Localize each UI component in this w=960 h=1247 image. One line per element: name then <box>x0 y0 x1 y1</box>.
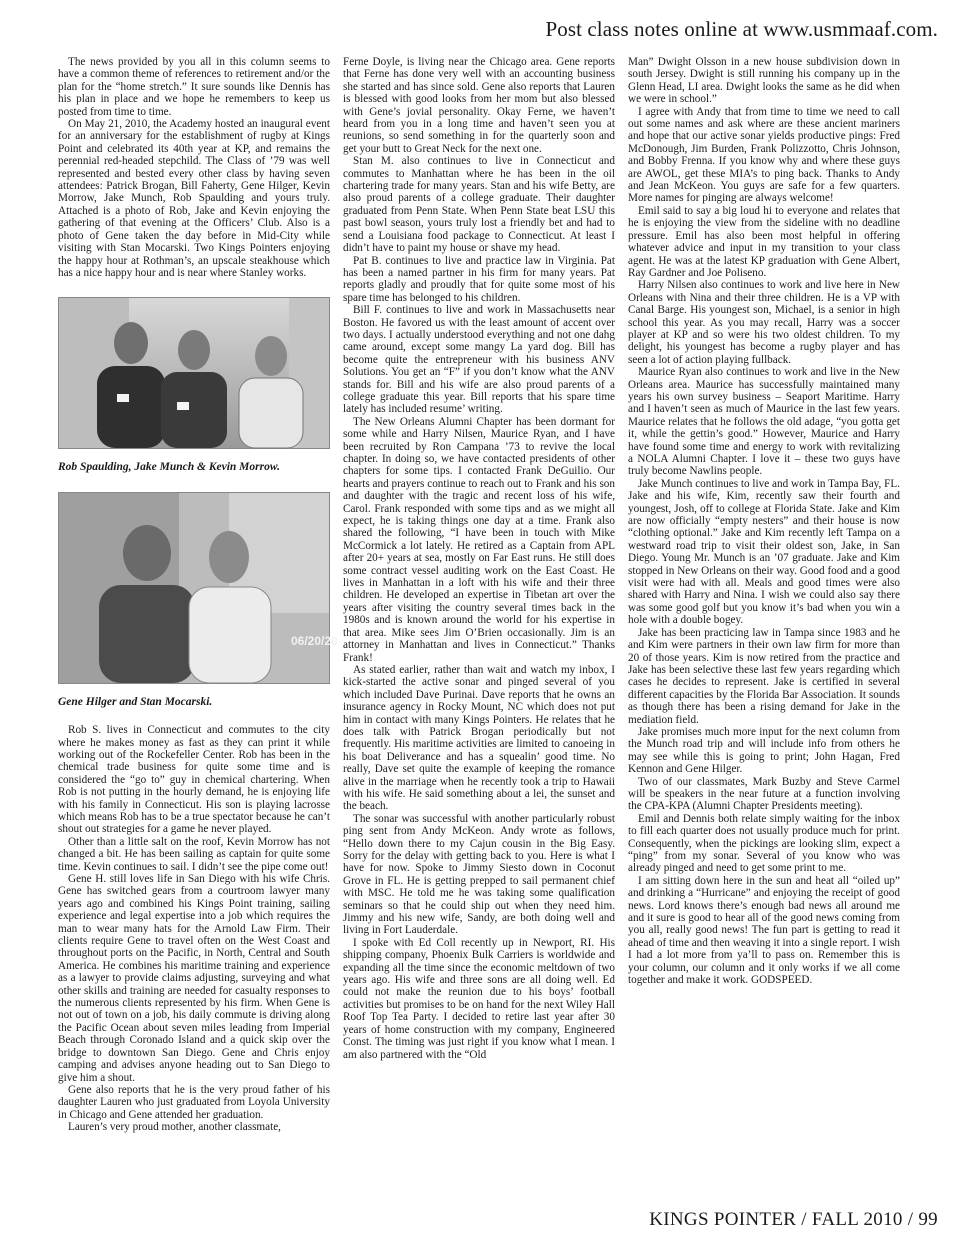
paragraph: Bill F. continues to live and work in Massachusetts near Boston. He favored us with the least amount of accent over two days. I actually understood everything and not one dahg came around, except some mangy La yard dog. Bill has become quite the entrepreneur with his business ANV Solutions. You get an “F” if you don’t know what the ANV stands for. Bill and his wife are also proud parents of a college graduate this year. Bill reports that his spare time lately has included resume’ writing. <box>343 304 615 416</box>
column-2 <box>343 56 615 1061</box>
paragraph: The sonar was successful with another particularly robust ping sent from Andy McKeon. Andy wrote as follows, “Hello down there to my Cajun cousin in the Big Easy. Sorry for the delay with getting back to you. Here is what I have for now. Spoke to Jimmy Siesto down in Coconut Grove in FL. He is getting prepped to sail permanent chief with MSC. He told me he was taking some qualification seminars so that he could ship out when they need him. Jimmy and his new wife, Sandy, are both doing well and living in Fort Lauderdale. <box>343 812 615 937</box>
paragraph: I spoke with Ed Coll recently up in Newport, RI. His shipping company, Phoenix Bulk Carriers is worldwide and expanding all the time since the economic meltdown of two years ago. His wife and three sons are all doing well. Ed could not make the reunion due to his boys’ football activities but promises to be on hand for the next Wiley Hall Roof Top Tea Party. I decided to retire last year after 30 years of home construction with my company, Engineered Const. The timing was just right if you know what I mean. I am also partnered with the “Old <box>343 936 615 1061</box>
paragraph: Two of our classmates, Mark Buzby and Steve Carmel will be speakers in the near future at a function involving the CPA-KPA (Alumni Chapter Presidents meeting). <box>628 775 900 813</box>
paragraph: Harry Nilsen also continues to work and live here in New Orleans with Nina and their three children. He is a VP with Canal Barge. His youngest son, Michael, is a senior in high school this year. As you may recall, Harry was a soccer player at KP and so were his two oldest children. To my delight, his youngest has become a rugby player and has seen a lot of action playing fullback. <box>628 279 900 366</box>
paragraph: As stated earlier, rather than wait and watch my inbox, I kick-started the active sonar and pinged several of you which included Dave Purinai. Dave reports that he owns an insurance agency in Rocky Mount, NC which does not put him in contact with many Kings Pointers. He relates that he does talk with Patrick Brogan periodically but not frequently. His maritime activities are limited to canoeing in his boat Deliverance and has a squealin’ good time. No really, Dave set quite the example of keeping the romance alive in the marriage when he recently took a trip to Hawaii with his wife. He said something about a lei, the sunset and the beach. <box>343 663 615 813</box>
paragraph: Gene also reports that he is the very proud father of his daughter Lauren who just graduated from Loyola University in Chicago and Gene attended her graduation. <box>58 1083 330 1121</box>
header-notice: Post class notes online at www.usmmaaf.com. <box>545 17 938 41</box>
paragraph: Emil and Dennis both relate simply waiting for the inbox to fill each quarter does not usually produce much for print. Consequently, when the pickings are looking slim, expect a “ping” from my sonar. Several of you know who was already pinged and need to get some print to me. <box>628 812 900 875</box>
paragraph: I agree with Andy that from time to time we need to call out some names and ask where are these ancient mariners and hope that our active sonar yields productive pings: Fred McDonough, Jim Burden, Frank Polizzotto, Chris Johnson, and Bobby Frenna. If you know why and where these guys are AWOL, get these MIA’s to ping back. Thanks to Andy and Jean McKeon. You guys are safe for a few quarters. More names for pinging are always welcome! <box>628 105 900 205</box>
photo-caption: Rob Spaulding, Jake Munch & Kevin Morrow. <box>58 461 280 474</box>
paragraph: Jake Munch continues to live and work in Tampa Bay, FL. Jake and his wife, Kim, recently saw their fourth and youngest, Josh, off to college at Florida State. Jake and Kim are now officially “empty nesters” and their house is now “clothing optional.” Jake and Kim recently left Tampa on a westward road trip to visit their oldest son, Jake, in San Diego. Young Mr. Munch is an ’07 graduate. Jake and Kim stopped in New Orleans on their way. Good food and a good visit were had with all. Meals and good times were also shared with Harry and Nina. I wish we could also say there was some good golf but you know it’s bad when you win a hole with a double bogey. <box>628 477 900 627</box>
page-footer: KINGS POINTER / FALL 2010 / 99 <box>649 1209 938 1230</box>
paragraph: On May 21, 2010, the Academy hosted an inaugural event for an anniversary for the establishment of rugby at Kings Point and celebrated its 40th year at KP, and remains the perennial red-headed stepchild. The Class of ’79 was well represented and bested every other class by having seven attendees: Patrick Brogan, Bill Faherty, Gene Hilger, Kevin Morrow, Jake Munch, Rob Spaulding and yours truly. Attached is a photo of Rob, Jake and Kevin enjoying the gathering of that evening at the Officers’ Club. Also is a photo of Gene taken the day before in Mid-City while visiting with Stan Mocarski. Two Kings Pointers enjoying the happy hour at Rothman’s, an upscale steakhouse which has a nice happy hour and is near where Stanley works. <box>58 118 330 279</box>
paragraph: Maurice Ryan also continues to work and live in the New Orleans area. Maurice has successfully maintained many years his own survey business – Seaport Maritime. Harry and I haven’t seen as much of Maurice in the last few years. Maurice relates that he follows the old adage, “you gotta get it, while the gettin’s good.” However, Maurice and Harry have found some time and energy to work with revitalizing a NOLA Alumni Chapter. I love it – these two guys have truly become Nawlins people. <box>628 366 900 478</box>
paragraph: Emil said to say a big loud hi to everyone and relates that he is enjoying the view from the sideline with no deadline pressure. Emil has also been most helpful in offering whatever advice and input in my transition to your class agent. He was at the latest KP graduation with Gene Albert, Ray Gardner and Joe Poliseno. <box>628 204 900 279</box>
photo-date-stamp: 06/20/20 <box>291 633 338 648</box>
paragraph: Jake has been practicing law in Tampa since 1983 and he and Kim were partners in their own law firm for more than 20 of those years. Kim is now retired from the practice and Jake has been selective these last few years regarding which cases he decides to represent. Jake is certified in several different capacities by the Florida Bar Association. It sounds as though there has been a rising demand for Jake in the mediation field. <box>628 626 900 726</box>
column-1 <box>58 56 338 1134</box>
photo-gene-stan <box>58 492 338 684</box>
paragraph: Stan M. also continues to live in Connecticut and commutes to Manhattan where he has been in the oil chartering trade for many years. Stan and his wife Betty, are also proud parents of a college graduate. Their daughter graduated from Penn State. When Penn State beat LSU this past bowl season, yours truly lost a friendly bet and had to send a Louisiana food package to Connecticut. At least I didn’t have to paint my house or shave my head. <box>343 155 615 255</box>
paragraph: Other than a little salt on the roof, Kevin Morrow has not changed a bit. He has been sailing as captain for quite some time. Kevin continues to sail. I didn’t see the pipe come out! <box>58 835 330 873</box>
paragraph: Rob S. lives in Connecticut and commutes to the city where he makes money as fast as they can print it while working out of the Rockefeller Center. Rob has been in the chemical trade business for quite some time and is considered the “go to” guy in chemical chartering. When Rob is not putting in the hourly demand, he is enjoying life with his family in Connecticut. His son is playing lacrosse which means Rob has to be a true spectator because he can’t shout out strategies for a game he never played. <box>58 724 330 836</box>
paragraph: Lauren’s very proud mother, another classmate, <box>68 1121 281 1134</box>
paragraph: I am sitting down here in the sun and heat all “oiled up” and drinking a “Hurricane” and enjoying the receipt of good news. Lord knows there’s enough bad news all around me and it sure is good to hear all of the good news coming from you all, really good news! The fun part is getting to read it ahead of time and then weaving it into a single report. I wish I had a lot more from ya’ll to pass on. Remember this is your column, our column and it only works if we all come together and make it work. GODSPEED. <box>628 874 900 987</box>
paragraph: Ferne Doyle, is living near the Chicago area. Gene reports that Ferne has done very well with an accounting business she started and has since sold. Gene also reports that Lauren is blessed with good looks from her mom but also blessed with Gene’s jovial personality. Okay Ferne, we haven’t heard from you in a long time and haven’t seen you at reunions, so send something in for the quarterly soon and get your butt to Great Neck for the next one. <box>343 56 615 155</box>
paragraph: The news provided by you all in this column seems to have a common theme of references to retirement and/or the plan for the “home stretch.” It sure sounds like Dennis has his plan in place and we hope he remembers to keep us posted from time to time. <box>58 56 330 118</box>
photo-rob-jake-kevin <box>58 297 330 449</box>
paragraph: Gene H. still loves life in San Diego with his wife Chris. Gene has switched gears from a courtroom lawyer many years ago and combined his Kings Point training, sailing experience and legal expertise into a job which requires the man to wear many hats for the Arnold Law Firm. Their clients require Gene to travel often on the West Coast and throughout ports on the Pacific, in North, Central and South America. He combines his maritime training and experience as a lawyer to provide claims adjusting, surveying and what other skills and training are needed for casualty responses to the numerous clients represented by his firm. When Gene is not out of town on a job, his daily commute is driving along the Pacific Ocean about seven miles leading from Imperial Beach through Coronado Island and a quick skip over the bridge to downtown San Diego. Gene and Chris enjoy camping and advises anyone heading out to San Diego to give him a shout. <box>58 873 330 1084</box>
paragraph: The New Orleans Alumni Chapter has been dormant for some while and Harry Nilsen, Maurice Ryan, and I have been recruited by Ron Campana ’73 to revive the local chapter. In doing so, we have contacted presidents of other chapters for some tips. I contacted Frank DeGuilio. Our hearts and prayers continue to reach out to Frank and his son and daughter with the tragic and recent loss of his wife, Carol. Frank responded with some tips and as we might all expect, he is taking things one day at a time. Frank also shared the following, “I have been in touch with Mike McCormick a lot lately. He retired as a Captain from APL after 20+ years at sea, mostly on Far East runs. He still does some contract vessel auditing work on the East Coast. He lives in Manhattan in a loft with his wife and their three children. He developed an expertise in Tibetan art over the years after visiting the country several times back in the 1980s and is known around the world for his expertise in that area. Mike sees Jim O’Brien occasionally. Jim is an attorney in Manhattan and lives in Connecticut.” Thanks Frank! <box>343 415 615 664</box>
paragraph: Jake promises much more input for the next column from the Munch road trip and will include info from others he may see while this is going to print; John Hagan, Fred Kennon and Gene Hilger. <box>628 725 900 776</box>
paragraph: Pat B. continues to live and practice law in Virginia. Pat has been a named partner in his firm for many years. Pat reports gladly and proudly that for quite some most of his spare time has belonged to his children. <box>343 254 615 304</box>
paragraph: Man” Dwight Olsson in a new house subdivision down in south Jersey. Dwight is still running his company up in the Glenn Head, LI area. Dwight looks the same as he did when we were in school.” <box>628 56 900 106</box>
photo-caption: Gene Hilger and Stan Mocarski. <box>58 695 213 708</box>
column-3 <box>628 56 900 986</box>
